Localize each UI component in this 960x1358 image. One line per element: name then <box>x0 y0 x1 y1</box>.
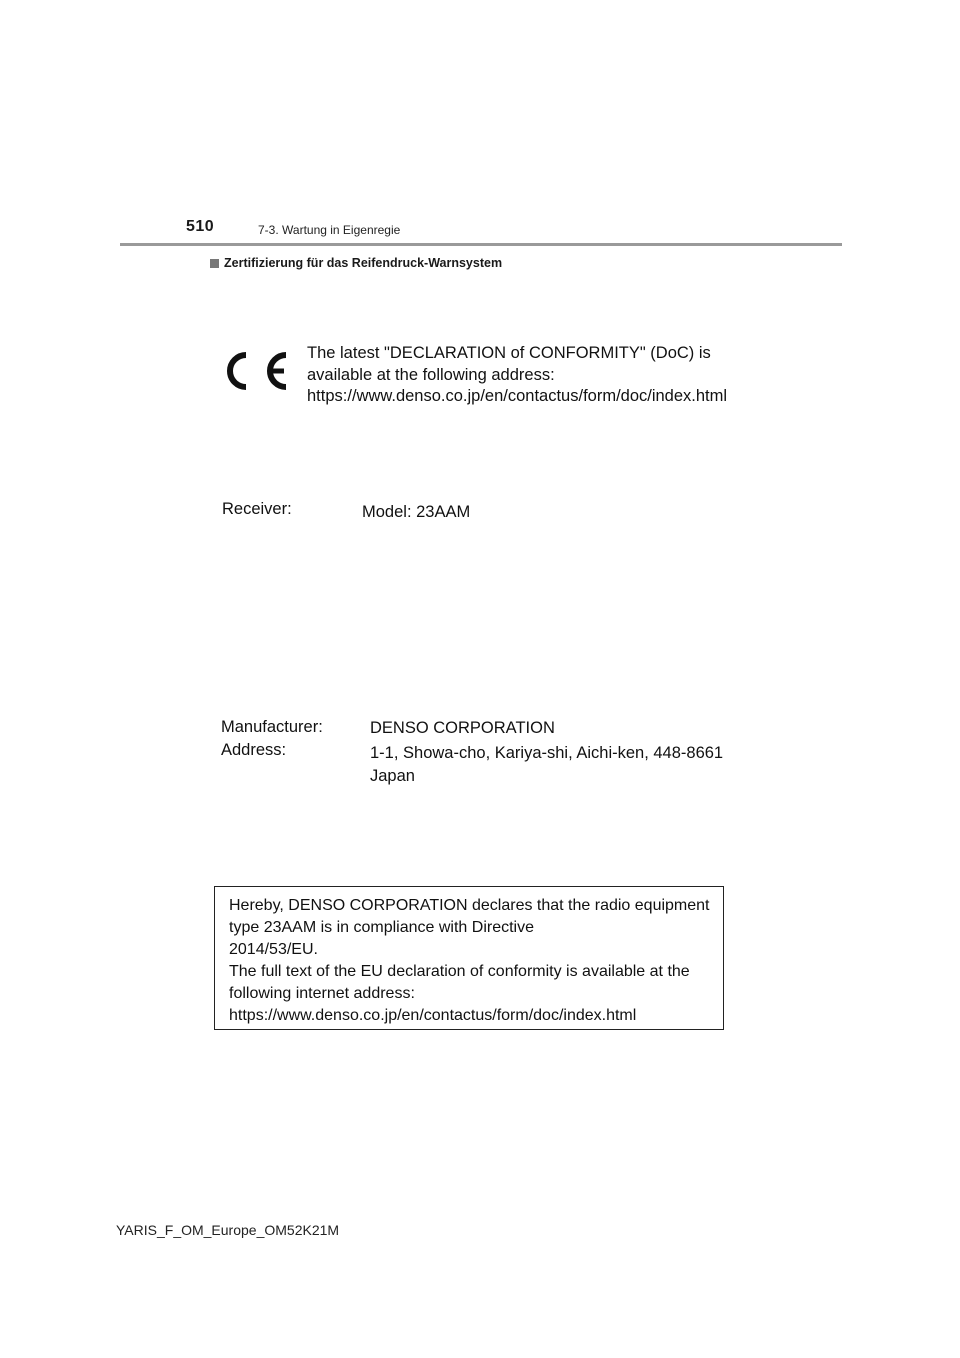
square-bullet-icon <box>210 259 219 268</box>
doc-notice-line: The latest "DECLARATION of CONFORMITY" (DoC) is <box>307 344 711 362</box>
receiver-label: Receiver: <box>222 500 292 518</box>
declaration-line: The full text of the EU declaration of conformity is available at the <box>229 963 690 980</box>
address-line: Japan <box>370 767 415 785</box>
declaration-line: following internet address: <box>229 985 415 1002</box>
address-label: Address: <box>221 741 287 759</box>
manufacturer-value: DENSO CORPORATION <box>370 719 555 737</box>
doc-notice <box>307 343 727 408</box>
header-divider <box>120 243 842 246</box>
declaration-box <box>214 886 724 1030</box>
ce-mark-icon <box>224 348 290 394</box>
subheading <box>210 256 502 270</box>
manufacturer-label: Manufacturer: <box>221 718 323 736</box>
address-line: 1-1, Showa-cho, Kariya-shi, Aichi-ken, 448-8661 <box>370 744 724 762</box>
doc-notice-url: https://www.denso.co.jp/en/contactus/form/doc/index.html <box>307 387 728 405</box>
declaration-line: type 23AAM is in compliance with Directive <box>229 919 535 936</box>
declaration-line: 2014/53/EU. <box>229 941 318 958</box>
model-value: Model: 23AAM <box>362 503 471 521</box>
page-number: 510 <box>186 218 215 235</box>
subheading-text: Zertifizierung für das Reifendruck-Warnsystem <box>224 256 503 270</box>
declaration-line: Hereby, DENSO CORPORATION declares that the radio equipment <box>229 897 710 914</box>
section-title: 7-3. Wartung in Eigenregie <box>258 223 401 237</box>
address-value <box>370 742 723 788</box>
footer-document-id: YARIS_F_OM_Europe_OM52K21M <box>116 1222 340 1238</box>
declaration-url: https://www.denso.co.jp/en/contactus/form/doc/index.html <box>229 1007 637 1024</box>
doc-notice-line: available at the following address: <box>307 365 555 384</box>
